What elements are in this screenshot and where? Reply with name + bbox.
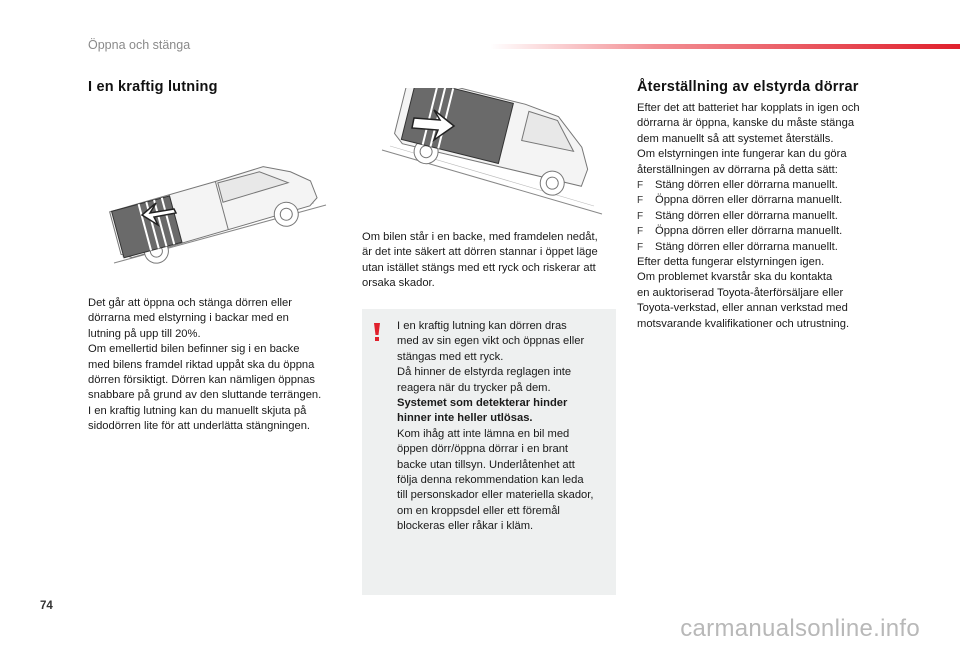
list-item: F Öppna dörren eller dörrarna manuellt. — [637, 193, 860, 208]
page-number: 74 — [40, 600, 53, 612]
text-line: dörren försiktigt. Dörren kan nämligen öppnas — [88, 374, 315, 387]
text-line: Om bilen står i en backe, med framdelen nedåt, — [362, 231, 598, 243]
list-item: F Öppna dörren eller dörrarna manuellt. — [637, 224, 860, 239]
text-line: dem manuellt så att systemet återställs. — [637, 132, 834, 145]
text-line: Då hinner de elstyrda reglagen inte — [397, 366, 572, 379]
bullet-icon: F — [637, 180, 644, 192]
text-line: till personskador eller materiella skador, — [397, 489, 594, 502]
bullet-icon: F — [637, 195, 644, 207]
text-line: Kom ihåg att inte lämna en bil med — [397, 427, 570, 440]
bullet-icon: F — [637, 226, 644, 238]
watermark: carmanualsonline.info — [680, 615, 920, 642]
text-line: I en kraftig lutning kan dörren dras — [397, 320, 567, 332]
text-line: med bilens framdel riktad uppåt ska du öppna — [88, 358, 315, 371]
middle-paragraph — [362, 230, 598, 292]
bullet-icon: F — [637, 241, 644, 253]
bullet-icon: F — [637, 210, 644, 222]
warning-bold-line: Systemet som detekterar hinder — [397, 397, 568, 410]
text-line: I en kraftig lutning kan du manuellt skjuta på — [88, 404, 307, 417]
header-accent-bar — [490, 44, 960, 49]
list-item: F Stäng dörren eller dörrarna manuellt. — [637, 209, 860, 224]
text-line: är det inte säkert att dörren stannar i öppet läge — [362, 246, 598, 259]
text-line: snabbare på grund av den sluttande terrängen. — [88, 389, 322, 402]
text-line: backe utan tillsyn. Underlåtenhet att — [397, 458, 575, 471]
list-item: F Stäng dörren eller dörrarna manuellt. — [637, 240, 860, 255]
text-line: en auktoriserad Toyota-återförsäljare eller — [637, 286, 844, 299]
text-line: dörrarna är öppna, kanske du måste stänga — [637, 117, 855, 130]
warning-bold-line: hinner inte heller utlösas. — [397, 412, 533, 425]
list-item: F Stäng dörren eller dörrarna manuellt. — [637, 178, 860, 193]
exclamation-icon — [370, 322, 384, 342]
text-line: orsaka skador. — [362, 277, 435, 290]
text-line: om en kroppsdel eller ett föremål — [397, 504, 560, 517]
text-line: följa denna rekommendation kan leda — [397, 474, 584, 487]
text-line: Det går att öppna och stänga dörren eller — [88, 297, 292, 309]
text-line: reagera när du trycker på dem. — [397, 381, 551, 394]
text-line: Om problemet kvarstår ska du kontakta — [637, 271, 833, 284]
van-uphill-illustration — [104, 145, 332, 267]
text-line: Om elstyrningen inte fungerar kan du göra — [637, 148, 847, 161]
text-line: Om emellertid bilen befinner sig i en backe — [88, 343, 300, 356]
left-heading: I en kraftig lutning — [88, 79, 218, 95]
left-paragraph — [88, 296, 321, 435]
page-section-title: Öppna och stänga — [88, 38, 191, 52]
text-line: återställningen av dörrarna på detta sätt: — [637, 163, 838, 176]
text-line: med av sin egen vikt och öppnas eller — [397, 335, 585, 348]
text-line: motsvarande kvalifikationer och utrustning. — [637, 317, 850, 330]
text-line: Efter det att batteriet har kopplats in igen och — [637, 102, 860, 114]
text-line: sidodörren lite för att underlätta stängningen. — [88, 420, 311, 433]
text-line: dörrarna med elstyrning i backar med en — [88, 312, 289, 325]
text-line: öppen dörr/öppna dörrar i en brant — [397, 443, 569, 456]
text-line: blockeras eller råkar i kläm. — [397, 520, 534, 533]
text-line: Efter detta fungerar elstyrningen igen. — [637, 256, 825, 269]
van-downhill-illustration — [374, 88, 608, 218]
warning-text — [397, 319, 594, 535]
text-line: utan istället stängs med ett ryck och riskerar att — [362, 261, 596, 274]
right-heading: Återställning av elstyrda dörrar — [637, 79, 859, 95]
text-line: lutning på upp till 20%. — [88, 327, 201, 340]
text-line: stängas med ett ryck. — [397, 350, 504, 363]
text-line: Toyota-verkstad, eller annan verkstad med — [637, 302, 848, 315]
right-paragraph — [637, 101, 860, 332]
